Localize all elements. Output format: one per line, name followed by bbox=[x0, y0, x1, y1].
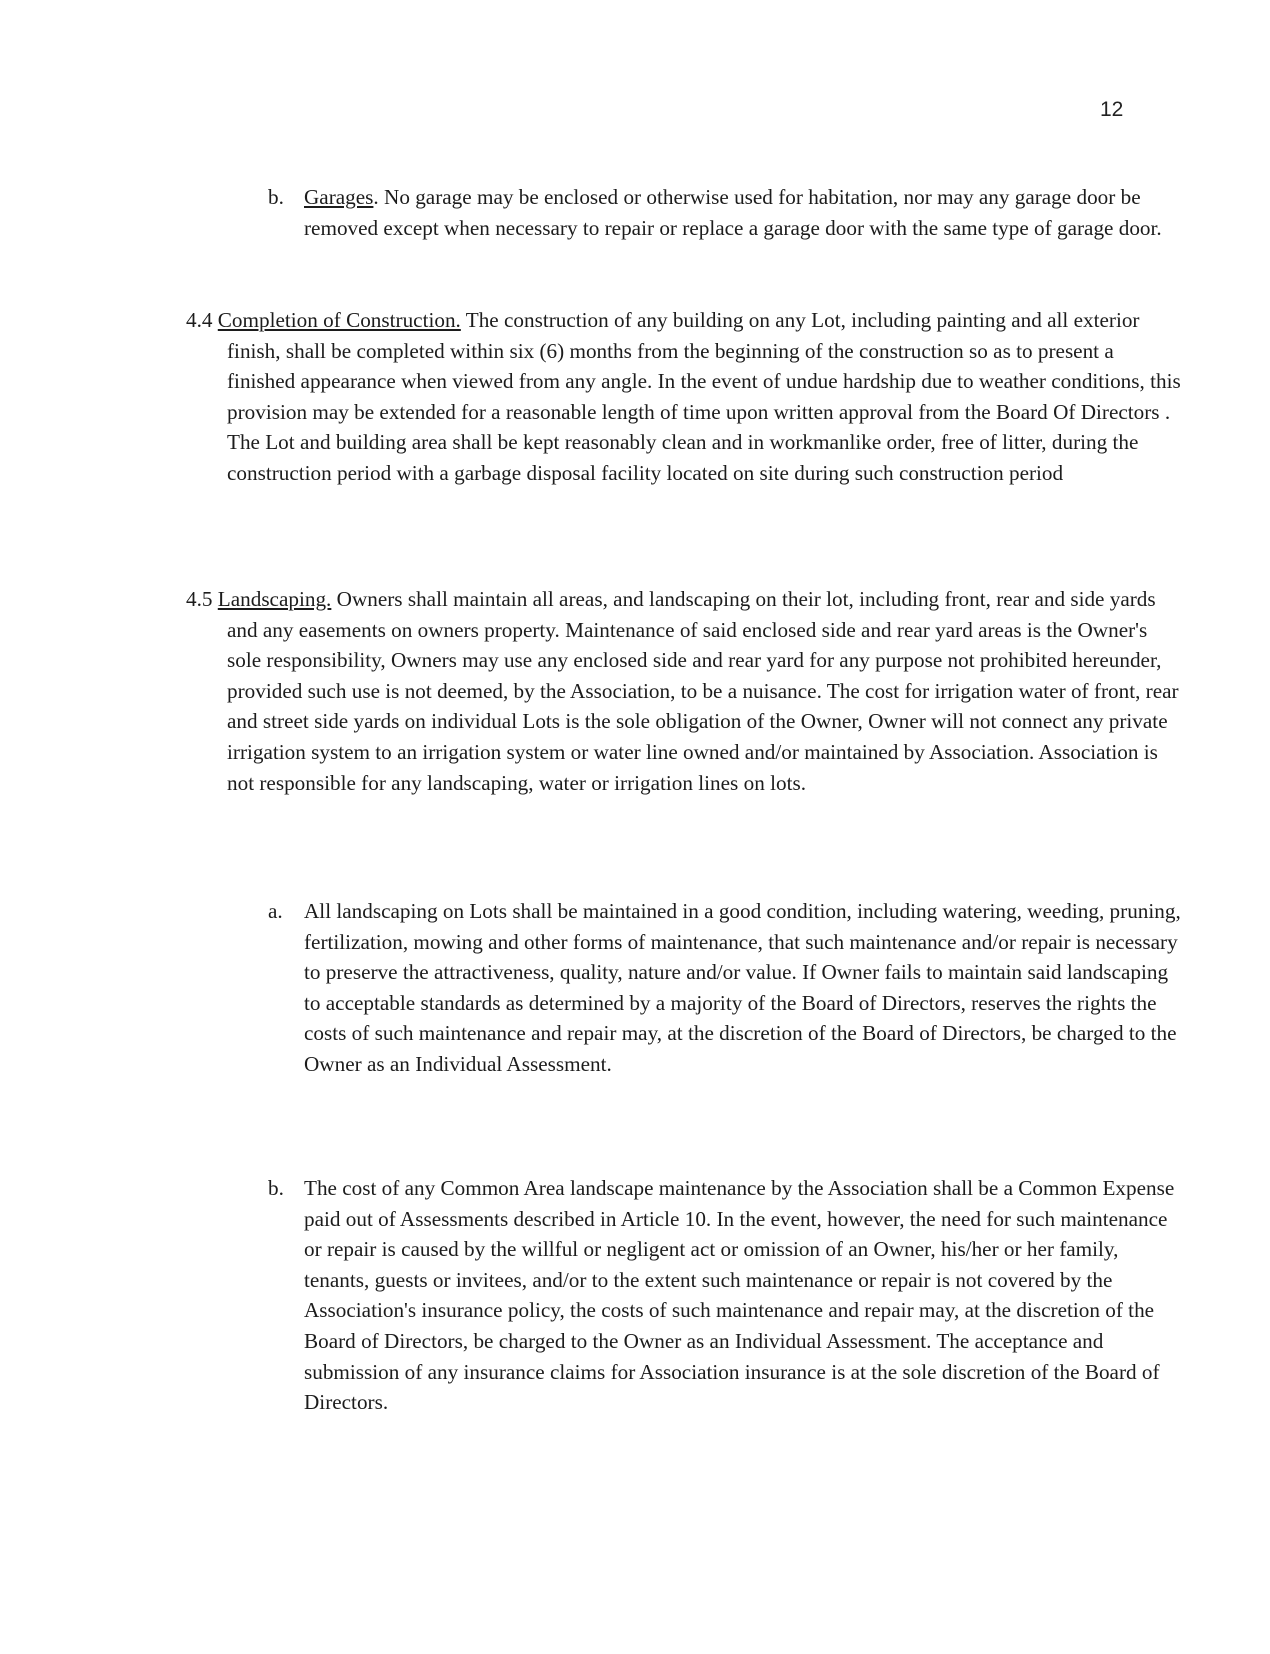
section-number: 4.4 bbox=[186, 308, 213, 332]
completion-text: The construction of any building on any Lot, including painting and all exterior finish, shall be completed within six (6) months from the beginning of the construction so as to present a finished appearance when viewed from any angle. In the event of undue hardship due to weather conditions, this provision may be extended for a reasonable length of time upon written approval from the Board Of Directors . The Lot and building area shall be kept reasonably clean and in workmanlike order, free of litter, during the construction period with a garbage disposal facility located on site during such construction period bbox=[227, 308, 1181, 485]
landscaping-item-b-text: The cost of any Common Area landscape maintenance by the Association shall be a Common Expense paid out of Assessments described in Article 10. In the event, however, the need for such maintenance or repair is caused by the willful or negligent act or omission of an Owner, his/her or her family, tenants, guests or invitees, and/or to the extent such maintenance or repair is not covered by the Association's insurance policy, the costs of such maintenance and repair may, at the discretion of the Board of Directors, be charged to the Owner as an Individual Assessment. The acceptance and submission of any insurance claims for Association insurance is at the sole discretion of the Board of Directors. bbox=[304, 1176, 1175, 1415]
landscaping-heading: Landscaping. bbox=[217, 587, 332, 611]
landscaping-item-b bbox=[268, 1173, 1184, 1418]
completion-heading: Completion of Construction. bbox=[217, 308, 461, 332]
section-4-4-paragraph bbox=[186, 305, 1181, 489]
garages-paragraph bbox=[268, 182, 1184, 243]
landscaping-text: Owners shall maintain all areas, and landscaping on their lot, including front, rear and side yards and any easements on owners property. Maintenance of said enclosed side and rear yard areas is the Owner's sole responsibility, Owners may use any enclosed side and rear yard for any purpose not prohibited hereunder, provided such use is not deemed, by the Association, to be a nuisance. The cost for irrigation water of front, rear and street side yards on individual Lots is the sole obligation of the Owner, Owner will not connect any private irrigation system to an irrigation system or water line owned and/or maintained by Association. Association is not responsible for any landscaping, water or irrigation lines on lots. bbox=[227, 587, 1179, 795]
page-number: 12 bbox=[1100, 98, 1124, 121]
section-number: 4.5 bbox=[186, 587, 213, 611]
landscaping-item-a-text: All landscaping on Lots shall be maintained in a good condition, including watering, weeding, pruning, fertilization, mowing and other forms of maintenance, that such maintenance and/or repair is necessary to preserve the attractiveness, quality, nature and/or value. If Owner fails to maintain said landscaping to acceptable standards as determined by a majority of the Board of Directors, reserves the rights the costs of such maintenance and repair may, at the discretion of the Board of Directors, be charged to the Owner as an Individual Assessment. bbox=[304, 899, 1181, 1076]
landscaping-item-a bbox=[268, 896, 1184, 1080]
list-marker: a. bbox=[268, 899, 283, 923]
section-4-5-paragraph bbox=[186, 584, 1181, 798]
garages-heading: Garages bbox=[304, 185, 374, 209]
list-marker: b. bbox=[268, 185, 284, 209]
garages-text: . No garage may be enclosed or otherwise used for habitation, nor may any garage door be removed except when necessary to repair or replace a garage door with the same type of garage door. bbox=[304, 185, 1162, 240]
list-marker: b. bbox=[268, 1176, 284, 1200]
